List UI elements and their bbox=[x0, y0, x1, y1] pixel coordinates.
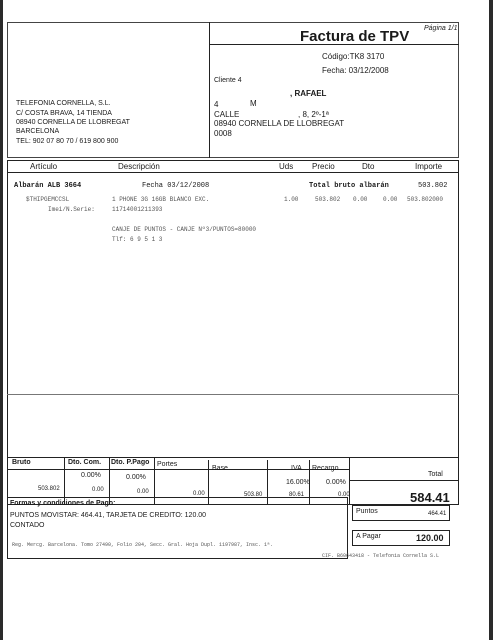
client-street: CALLE bbox=[214, 110, 240, 119]
company-name: TELEFONIA CORNELLA, S.L. bbox=[16, 100, 111, 107]
header-divider bbox=[209, 22, 210, 158]
totals-header-portes: Portes bbox=[157, 461, 178, 468]
dto-ppago-pct: 0.00% bbox=[126, 474, 146, 481]
invoice-title: Factura de TPV bbox=[300, 28, 410, 45]
client-city: 08940 CORNELLA DE LLOBREGAT bbox=[214, 119, 345, 128]
a-pagar-value: 120.00 bbox=[416, 533, 444, 543]
client-street-tail: , 8, 2º-1ª bbox=[298, 110, 329, 119]
table-mid-rule bbox=[7, 394, 459, 395]
col-header-articulo: Artículo bbox=[30, 162, 58, 171]
company-city: 08940 CORNELLA DE LLOBREGAT bbox=[16, 119, 130, 126]
total-header-rule bbox=[349, 480, 459, 481]
item-dto-1: 0.00 bbox=[353, 196, 368, 203]
totals-header-dto-com: Dto. Com. bbox=[68, 459, 102, 466]
col-header-descripcion: Descripción bbox=[118, 162, 160, 171]
portes-value: 0.00 bbox=[193, 491, 205, 497]
item-code: $THIPGEMCCSL bbox=[26, 196, 70, 203]
iva-pct: 16.00% bbox=[286, 479, 310, 486]
invoice-code: Código:TK8 3170 bbox=[322, 52, 385, 61]
albaran-label: Albarán ALB 3664 bbox=[14, 182, 82, 190]
item-importe: 503.802000 bbox=[407, 196, 444, 203]
puntos-value: 464.41 bbox=[428, 511, 447, 517]
canje-note: CANJE DE PUNTOS - CANJE Nº3/PUNTOS=80000 bbox=[112, 226, 257, 233]
client-name: , RAFAEL bbox=[290, 89, 327, 98]
payment-title: Formas y condiciones de Pago: bbox=[10, 500, 116, 507]
a-pagar-label: A Pagar bbox=[356, 533, 381, 540]
item-precio: 503.802 bbox=[315, 196, 341, 203]
table-header-rule bbox=[7, 172, 459, 173]
dto-com-pct: 0.00% bbox=[81, 472, 101, 479]
item-description: 1 PHONE 3G 16GB BLANCO EXC. bbox=[112, 196, 210, 203]
totals-header-dto-ppago: Dto. P.Pago bbox=[111, 459, 150, 466]
imei-value: 11714001211393 bbox=[112, 206, 163, 213]
line-items-table bbox=[7, 160, 459, 458]
base-value: 503.80 bbox=[244, 492, 263, 498]
company-phone: TEL: 902 07 80 70 / 619 800 900 bbox=[16, 138, 119, 145]
totals-header-total: Total bbox=[428, 471, 443, 478]
invoice-date: Fecha: 03/12/2008 bbox=[322, 66, 389, 75]
totals-header-recargo: Recargo bbox=[312, 465, 339, 472]
client-number: Cliente 4 bbox=[214, 77, 242, 84]
totals-header-bruto: Bruto bbox=[12, 459, 31, 466]
dto-com-value: 0.00 bbox=[92, 487, 104, 493]
albaran-total-value: 503.802 bbox=[418, 182, 448, 190]
item-dto-2: 0.00 bbox=[383, 196, 398, 203]
scan-edge-right bbox=[489, 0, 493, 640]
bruto-value: 503.802 bbox=[38, 486, 60, 492]
dto-ppago-value: 0.00 bbox=[137, 489, 149, 495]
imei-label: Imei/N.Serie: bbox=[48, 206, 95, 213]
col-header-precio: Precio bbox=[312, 162, 335, 171]
totals-header-base: Base bbox=[212, 465, 228, 472]
client-line2-prefix: 4 bbox=[214, 100, 219, 109]
col-header-uds: Uds bbox=[279, 162, 294, 171]
totals-header-iva: IVA bbox=[291, 465, 302, 472]
col-header-dto: Dto bbox=[362, 162, 375, 171]
client-line2-m: M bbox=[250, 99, 257, 108]
client-code: 0008 bbox=[214, 129, 232, 138]
grand-total: 584.41 bbox=[410, 490, 450, 505]
recargo-value: 0.00 bbox=[338, 492, 350, 498]
cif-note: CIF. B60643418 - Telefonia Cornella S.L bbox=[322, 553, 440, 559]
payment-line-2: CONTADO bbox=[10, 522, 45, 529]
iva-value: 80.61 bbox=[289, 492, 305, 498]
scan-edge-left bbox=[0, 0, 3, 640]
page-number: Página 1/1 bbox=[424, 25, 458, 32]
registry-note: Reg. Mercg. Barcelona. Tomo 27490, Folio 204, Secc. Gral. Hoja Dupl. 1197987, Insc. 1ª. bbox=[12, 542, 274, 548]
albaran-total-label: Total bruto albarán bbox=[309, 182, 389, 190]
payment-line-1: PUNTOS MOVISTAR: 464.41, TARJETA DE CREDITO: 120.00 bbox=[10, 512, 207, 519]
puntos-label: Puntos bbox=[356, 508, 378, 515]
recargo-pct: 0.00% bbox=[326, 479, 346, 486]
item-uds: 1.00 bbox=[284, 196, 299, 203]
company-address: C/ COSTA BRAVA, 14 TIENDA bbox=[16, 110, 112, 117]
tlf-note: Tlf: 6 9 5 1 3 bbox=[112, 236, 163, 243]
company-province: BARCELONA bbox=[16, 128, 60, 135]
albaran-date: Fecha 03/12/2008 bbox=[142, 182, 210, 190]
col-header-importe: Importe bbox=[415, 162, 443, 171]
